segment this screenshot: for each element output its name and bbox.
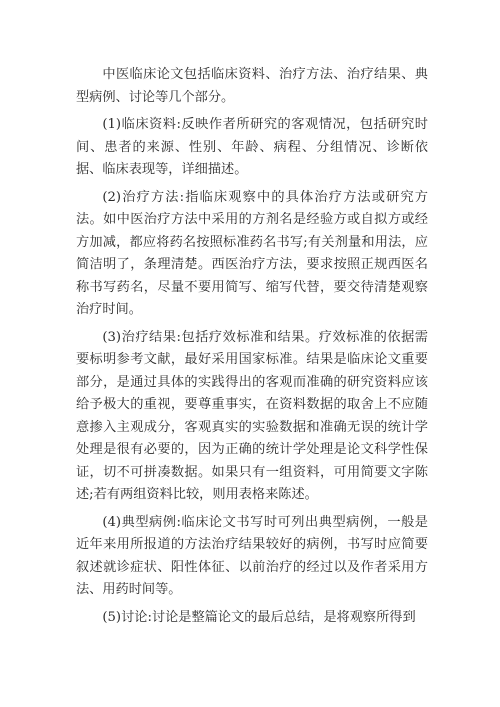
paragraph-discussion: (5)讨论:讨论是整篇论文的最后总结，是将观察所得到 xyxy=(102,609,416,625)
paragraph-clinical-data: (1)临床资料:反映作者所研究的客观情况，包括研究时间、患者的来源、性别、年龄、病程、分组情况、诊断依据、临床表现等，详细描述。 xyxy=(76,117,428,177)
paragraph-intro: 中医临床论文包括临床资料、治疗方法、治疗结果、典型病例、讨论等几个部分。 xyxy=(76,67,428,105)
paragraph-treatment-method: (2)治疗方法:指临床观察中的具体治疗方法或研究方法。如中医治疗方法中采用的方剂名是经验方或自拟方或经方加减，都应将药名按照标准药名书写;有关剂量和用法，应简洁明了，条理清楚。西医治疗方法，要求按照正规西医名称书写药名，尽量不要用简写、缩写代替，要交待清楚观察治疗时间。 xyxy=(76,189,428,317)
document-body xyxy=(76,64,428,634)
paragraph-typical-case: (4)典型病例:临床论文书写时可列出典型病例，一般是近年来用所报道的方法治疗结果较好的病例，书写时应简要叙述就诊症状、阳性体征、以前治疗的经过以及作者采用方法、用药时间等。 xyxy=(76,514,428,597)
paragraph-treatment-result: (3)治疗结果:包括疗效标准和结果。疗效标准的依据需要标明参考文献，最好采用国家标准。结果是临床论文重要部分，是通过具体的实践得出的客观而准确的研究资料应该给予极大的重视，要尊重事实，在资料数据的取舍上不应随意掺入主观成分，客观真实的实验数据和准确无误的统计学处理是很有必要的，因为正确的统计学处理是论文科学性保证，切不可拼凑数据。如果只有一组资料，可用简要文字陈述;若有两组资料比较，则用表格来陈述。 xyxy=(76,329,428,502)
